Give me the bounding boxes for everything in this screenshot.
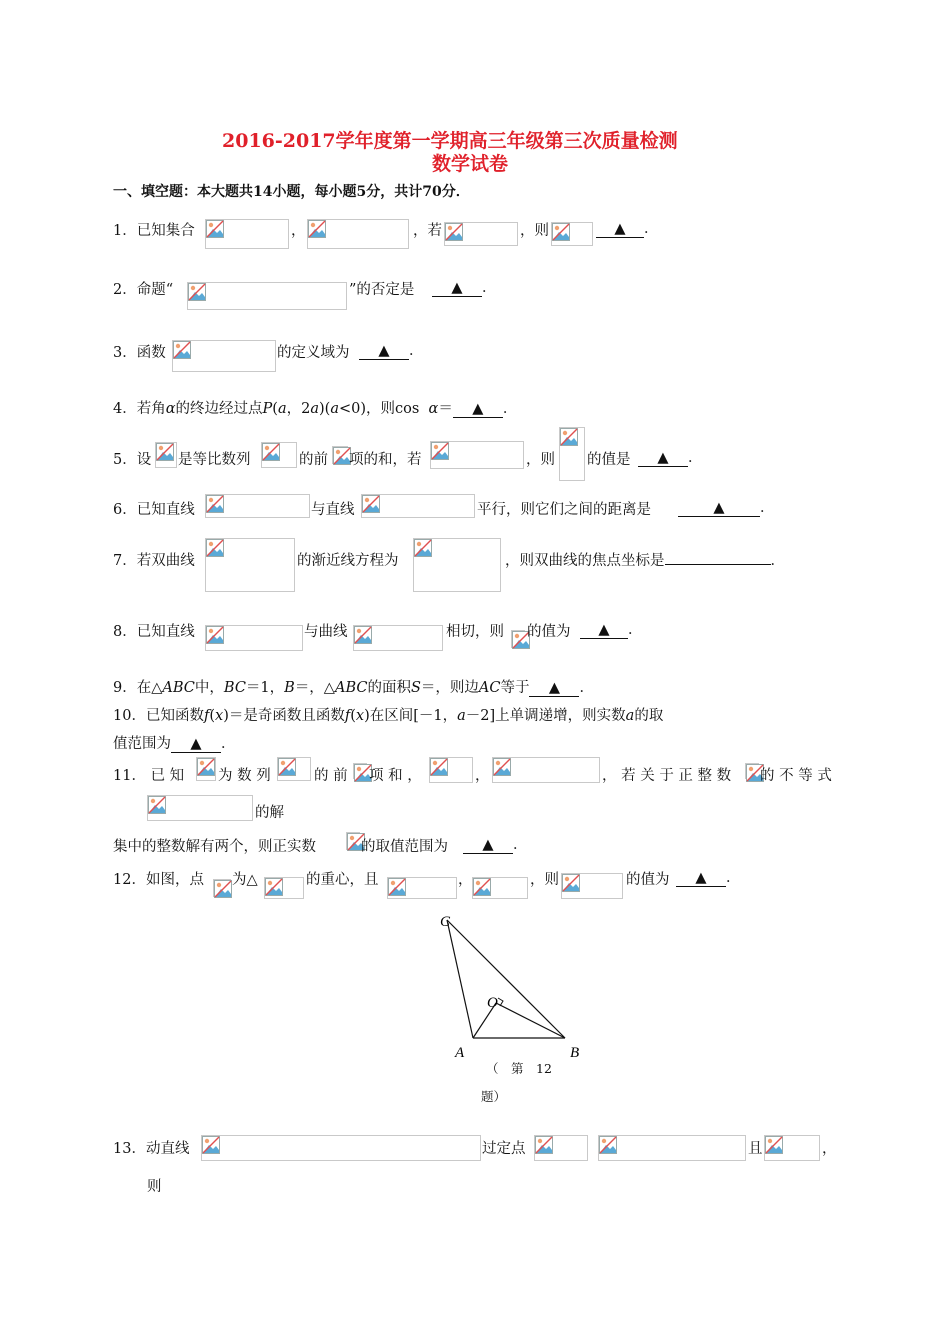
question-10: 10．已知函数f(x)＝是奇函数且函数f(x)在区间[－1，a－2]上单调递增，则实数a的取 [113,708,664,724]
broken-image-icon [202,1136,220,1154]
q12-text-c: 的重心，且 [306,872,379,888]
q11-text-c: 的 前 [314,768,348,784]
question-11: 11． 已 知 [113,768,185,784]
q13-text-c: 且 [748,1141,763,1157]
q1-text-b: ， [291,223,306,239]
formula-image-box [346,832,360,850]
q12-text-e: ，则 [530,872,559,888]
q12-text-d: ， [458,872,473,888]
q5-text-f: 的值是 [587,452,631,468]
q11-text-h: 的解 [255,805,284,821]
q11-text-b: 为 数 列 [218,768,271,784]
answer-blank: ▲ ． [638,446,703,467]
broken-image-icon [535,1136,553,1154]
question-8: 8．已知直线 [113,624,195,640]
q8-text-d: 的值为 [527,624,571,640]
q1-text-d: ，则 [520,223,549,239]
label-b: B [570,1045,580,1061]
formula-image-box [430,441,524,469]
broken-image-icon [265,878,283,896]
formula-image-box [413,538,501,592]
q5-text-d: 项的和，若 [349,452,422,468]
question-3: 3．函数 [113,345,166,361]
answer-blank: ▲ ． [678,496,775,517]
formula-image-box [264,877,304,899]
broken-image-icon [388,878,406,896]
broken-image-icon [206,220,224,238]
question-9: 9．在△ABC中，BC＝1，B＝，△ABC的面积S＝，则边AC等于 ▲ ． [113,680,594,696]
q12-text-b: 为△ [232,872,258,888]
formula-image-box [213,879,231,897]
formula-image-box [307,219,409,249]
broken-image-icon [278,758,296,776]
exam-title: 2016-2017学年度第一学期高三年级第三次质量检测 [222,130,678,152]
formula-image-box [155,442,177,468]
broken-image-icon [214,880,232,898]
question-4: 4．若角α的终边经过点P(a，2a)(a<0)，则cos α＝ ▲ ． [113,401,518,417]
q5-text-b: 是等比数列 [178,452,251,468]
formula-image-box [511,630,525,648]
formula-image-box [172,340,276,372]
broken-image-icon [445,223,463,241]
broken-image-icon [560,428,578,446]
formula-image-box [187,282,347,310]
formula-image-box [561,873,623,899]
broken-image-icon [414,539,432,557]
broken-image-icon [148,796,166,814]
broken-image-icon [493,758,511,776]
formula-image-box [201,1135,481,1161]
q11-text-g: 的 不 等 式 [760,768,832,784]
answer-blank: ▲ ． [580,618,643,639]
broken-image-icon [262,443,280,461]
broken-image-icon [362,495,380,513]
label-a: A [455,1045,465,1061]
formula-image-box [764,1135,820,1161]
question-7: 7．若双曲线 [113,553,195,569]
formula-image-box [444,222,518,246]
question-2: 2．命题“ [113,282,174,298]
broken-image-icon [156,443,174,461]
q8-text-b: 与曲线 [304,624,348,640]
formula-image-box [205,494,310,518]
broken-image-icon [431,442,449,460]
formula-image-box [429,757,473,783]
q8-text-c: 相切，则 [446,624,504,640]
q11-text-d: 项 和 ， [369,768,422,784]
q6-text-c: 平行，则它们之间的距离是 [477,502,651,518]
answer-blank: ▲ ． [596,217,659,238]
formula-image-box [472,877,528,899]
formula-image-box [205,625,303,651]
formula-image-box [277,757,311,781]
broken-image-icon [765,1136,783,1154]
broken-image-icon [473,878,491,896]
broken-image-icon [197,758,215,776]
broken-image-icon [188,283,206,301]
formula-image-box [205,538,295,592]
formula-image-box [353,763,367,779]
broken-image-icon [173,341,191,359]
label-c: C [440,914,451,930]
question-10-line2: 值范围为 ▲ ． [113,736,236,752]
q3-text-b: 的定义域为 [277,345,350,361]
q7-text-b: 的渐近线方程为 [297,553,399,569]
broken-image-icon [206,626,224,644]
q13-line2: 则 [147,1179,162,1195]
q11-text-f: ， 若 关 于 正 整 数 [602,768,732,784]
broken-image-icon [562,874,580,892]
q2-text-b: ”的否定是 [349,282,415,298]
q12-text-f: 的值为 [626,872,670,888]
formula-image-box [147,795,253,821]
formula-image-box [196,757,216,781]
question-13: 13．动直线 [113,1141,190,1157]
q1-text-c: ，若 [413,223,442,239]
formula-image-box [261,442,297,468]
formula-image-box [559,427,585,481]
broken-image-icon [308,220,326,238]
formula-image-box [205,219,289,249]
answer-blank: ▲ ． [676,866,741,887]
broken-image-icon [206,539,224,557]
formula-image-box [387,877,457,899]
formula-image-box [353,625,443,651]
triangle-figure [430,905,600,1065]
section-heading: 一、填空题：本大题共14小题，每小题5分，共计70分． [113,184,470,200]
broken-image-icon [552,223,570,241]
question-1: 1．已知集合 [113,223,195,239]
question-12: 12．如图，点 [113,872,204,888]
answer-blank: ▲ ． [463,833,528,854]
q13-text-b: 过定点 [482,1141,526,1157]
broken-image-icon [599,1136,617,1154]
q13-text-d: ， [822,1141,837,1157]
question-11-line3: 集中的整数解有两个，则正实数 [113,839,316,855]
answer-blank: ▲ ． [432,276,497,297]
q11-text-e: ， [475,768,490,784]
formula-image-box [332,446,348,464]
broken-image-icon [206,495,224,513]
exam-subtitle: 数学试卷 [432,153,509,175]
formula-image-box [745,763,759,779]
answer-blank: ▲ ． [359,339,424,360]
label-o: O [487,995,498,1011]
question-6: 6．已知直线 [113,502,195,518]
formula-image-box [598,1135,746,1161]
formula-image-box [361,494,475,518]
formula-image-box [492,757,600,783]
q11-text-i: 的取值范围为 [361,839,448,855]
q7-text-c: ，则双曲线的焦点坐标是 ． [505,553,785,569]
q5-text-c: 的前 [299,452,328,468]
question-5: 5．设 [113,452,152,468]
figure-caption-line1: （ 第 12 [486,1061,552,1076]
broken-image-icon [430,758,448,776]
q6-text-b: 与直线 [311,502,355,518]
formula-image-box [551,222,593,246]
figure-caption-line2: 题） [481,1089,507,1104]
broken-image-icon [354,626,372,644]
formula-image-box [534,1135,588,1161]
q5-text-e: ，则 [526,452,555,468]
